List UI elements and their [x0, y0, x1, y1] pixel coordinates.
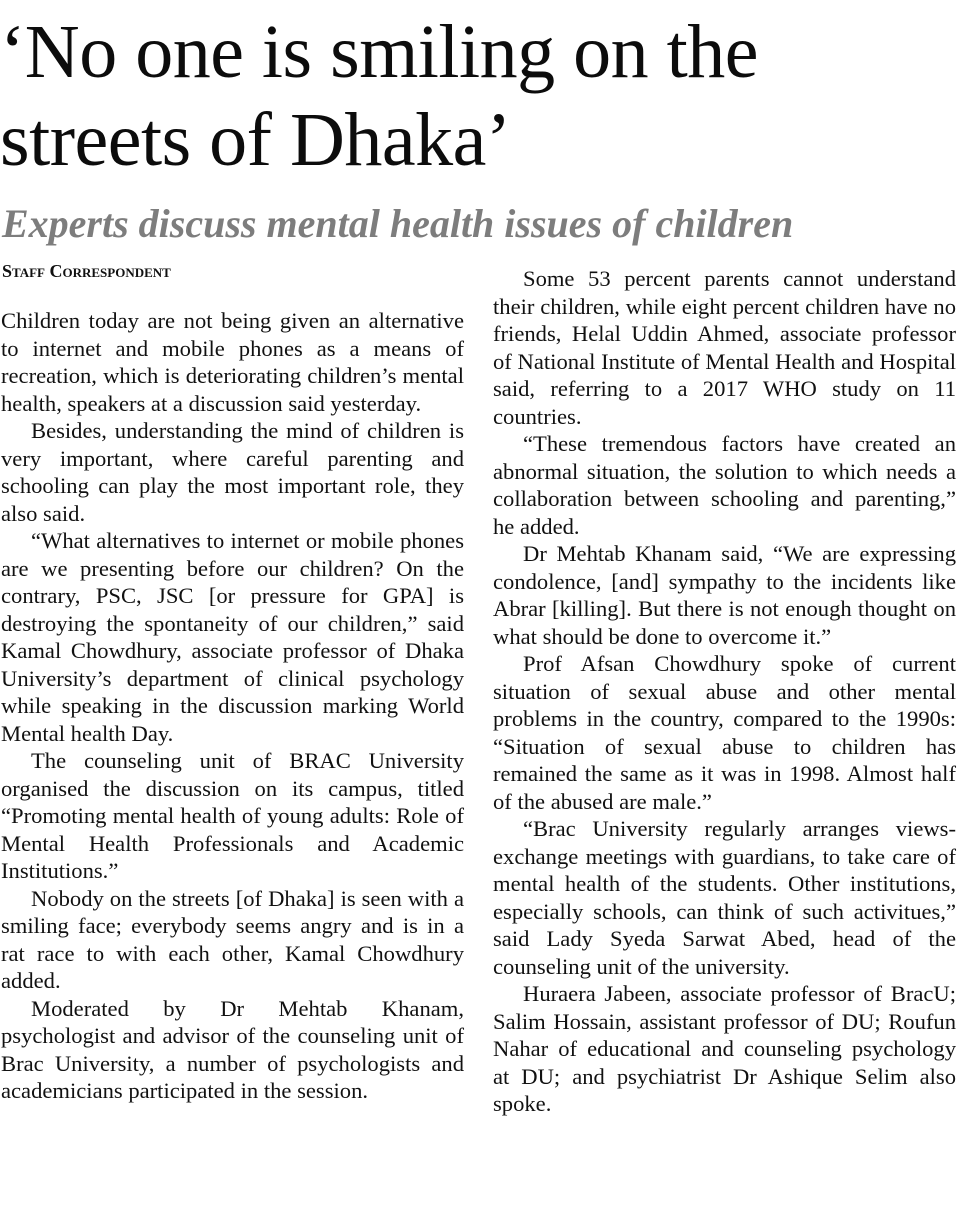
paragraph: Some 53 percent parents cannot understand their children, while eight percent children have no friends, Helal Uddin Ahmed, associate professor of National Institute of Mental Health and Hospital said, referring to a 2017 WHO study on 11 countries.	[493, 266, 956, 429]
paragraph: Moderated by Dr Mehtab Khanam, psychologist and advisor of the counseling unit of Brac University, a number of psychologists and academicians participated in the session.	[1, 995, 464, 1103]
paragraph: Besides, understanding the mind of children is very important, where careful parenting and schooling can play the most important role, they also said.	[1, 418, 464, 526]
paragraph: Children today are not being given an alternative to internet and mobile phones as a means of recreation, which is deteriorating children’s mental health, speakers at a discussion said yesterday.	[1, 308, 464, 416]
subheadline: Experts discuss mental health issues of children	[2, 201, 794, 246]
byline: Staff Correspondent	[2, 261, 171, 281]
paragraph: “These tremendous factors have created an abnormal situation, the solution to which needs a collaboration between schooling and parenting,” he added.	[493, 431, 956, 539]
right-column	[493, 265, 956, 1118]
headline: ‘No one is smiling on the streets of Dhaka’	[0, 10, 759, 182]
paragraph: Dr Mehtab Khanam said, “We are expressing condolence, [and] sympathy to the incidents like Abrar [killing]. But there is not enough thought on what should be done to overcome it.”	[493, 541, 956, 649]
paragraph: The counseling unit of BRAC University organised the discussion on its campus, titled “Promoting mental health of young adults: Role of Mental Health Professionals and Academic Institutions.”	[1, 748, 464, 883]
paragraph: “What alternatives to internet or mobile phones are we presenting before our children? On the contrary, PSC, JSC [or pressure for GPA] is destroying the spontaneity of our children,” said Kamal Chowdhury, associate professor of Dhaka University’s department of clinical psychology while speaking in the discussion marking World Mental health Day.	[1, 528, 464, 746]
paragraph: Nobody on the streets [of Dhaka] is seen with a smiling face; everybody seems angry and is in a rat race to with each other, Kamal Chowdhury added.	[1, 885, 464, 993]
paragraph: “Brac University regularly arranges views-exchange meetings with guardians, to take care of mental health of the students. Other institutions, especially schools, can think of such activitues,” said Lady Syeda Sarwat Abed, head of the counseling unit of the university.	[493, 816, 956, 979]
paragraph: Huraera Jabeen, associate professor of BracU; Salim Hossain, assistant professor of DU; Roufun Nahar of educational and counseling psychology at DU; and psychiatrist Dr Ashique Selim also spoke.	[493, 981, 956, 1116]
left-column	[1, 307, 464, 1105]
paragraph: Prof Afsan Chowdhury spoke of current situation of sexual abuse and other mental problems in the country, compared to the 1990s: “Situation of sexual abuse to children has remained the same as it was in 1998. Almost half of the abused are male.”	[493, 651, 956, 814]
